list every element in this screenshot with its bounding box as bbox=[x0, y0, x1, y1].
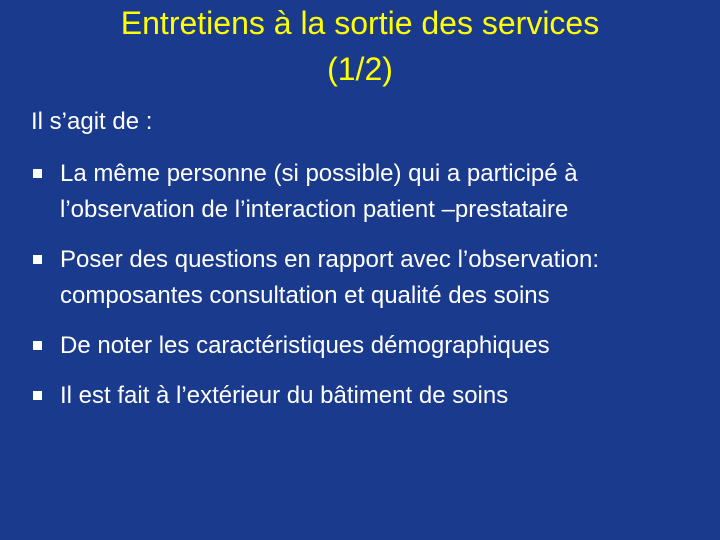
square-bullet-icon bbox=[33, 255, 42, 264]
slide-title-line-1: Entretiens à la sortie des services bbox=[120, 5, 600, 41]
bullet-list bbox=[31, 156, 711, 428]
bullet-text: De noter les caractéristiques démographiques bbox=[60, 332, 550, 359]
bullet-item-same-person bbox=[31, 156, 711, 228]
bullet-item-demographics bbox=[31, 328, 711, 364]
bullet-text: Poser des questions en rapport avec l’observation: composantes consultation et qualité des soins bbox=[60, 246, 599, 309]
intro-text: Il s’agit de : bbox=[31, 108, 153, 135]
square-bullet-icon bbox=[33, 341, 42, 350]
bullet-text: La même personne (si possible) qui a participé à l’observation de l’interaction patient –prestataire bbox=[60, 160, 578, 223]
bullet-item-questions bbox=[31, 242, 711, 314]
bullet-item-location bbox=[31, 378, 711, 414]
square-bullet-icon bbox=[33, 391, 42, 400]
slide-title bbox=[0, 0, 720, 92]
square-bullet-icon bbox=[33, 169, 42, 178]
slide-title-line-2: (1/2) bbox=[327, 51, 393, 87]
bullet-text: Il est fait à l’extérieur du bâtiment de soins bbox=[60, 382, 509, 409]
